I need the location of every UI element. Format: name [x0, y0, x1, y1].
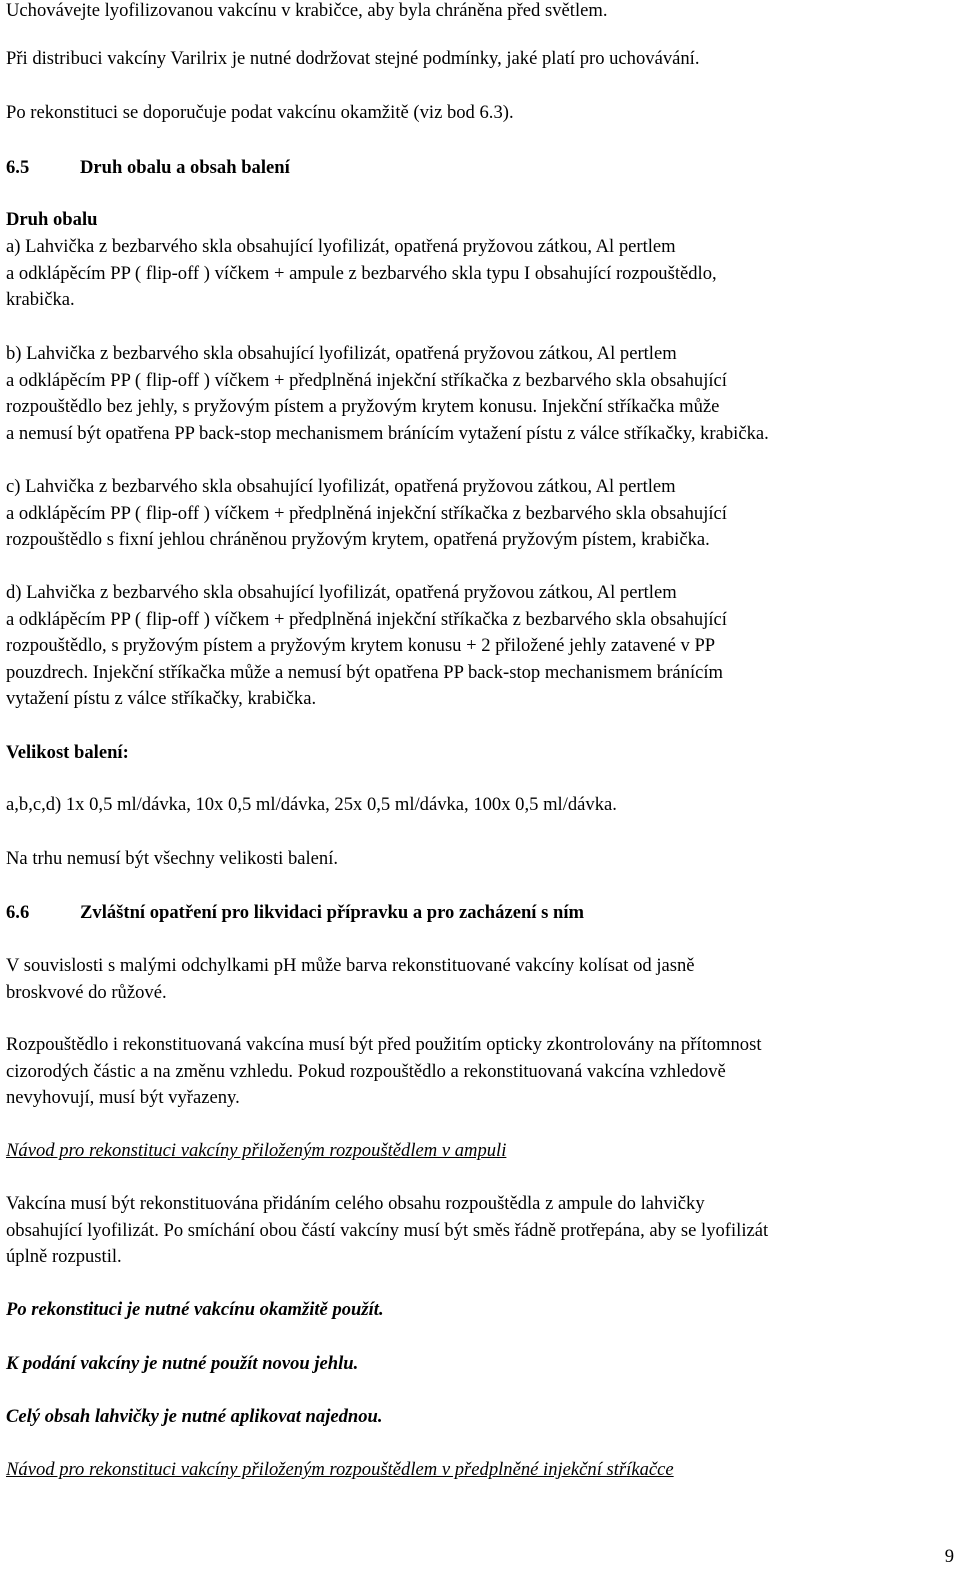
section-number: 6.5 [6, 157, 30, 178]
pack-sizes [6, 792, 617, 819]
ampoule-instructions-heading [6, 1138, 506, 1165]
section-title: Zvláštní opatření pro likvidaci přípravku a pro zacházení s ním [80, 902, 584, 923]
text-line: d) Lahvička z bezbarvého skla obsahující lyofilizát, opatřená pryžovou zátkou, Al pertlem [6, 582, 677, 603]
use-immediately-note [6, 1297, 384, 1324]
text-line: vytažení pístu z válce stříkačky, krabička. [6, 688, 317, 709]
text-line: cizorodých částic a na změnu vzhledu. Pokud rozpouštědlo a rekonstituovaná vakcína vzhledově [6, 1060, 726, 1082]
text-line: a odklápěcím PP ( flip-off ) víčkem + ampule z bezbarvého skla typu I obsahující rozpouštědlo, [6, 262, 717, 284]
text-line: a) Lahvička z bezbarvého skla obsahující lyofilizát, opatřená pryžovou zátkou, Al pertlem [6, 236, 676, 257]
text-line: rozpouštědlo s fixní jehlou chráněnou pryžovým krytem, opatřená pryžovým pístem, krabička. [6, 529, 710, 550]
syringe-heading-text: Návod pro rekonstituci vakcíny přiloženým rozpouštědlem v předplněné injekční stříkačce [6, 1459, 674, 1480]
section-number: 6.6 [6, 902, 30, 923]
text-line: Po rekonstituci se doporučuje podat vakcínu okamžitě (viz bod 6.3). [6, 102, 514, 123]
ph-note [6, 953, 695, 1006]
full-dose-note [6, 1404, 383, 1431]
inspection-note [6, 1032, 762, 1112]
distribution-note [6, 46, 700, 73]
note-text: Po rekonstituci je nutné vakcínu okamžitě použít. [6, 1299, 384, 1320]
text-line: rozpouštědlo, s pryžovým pístem a pryžovým krytem konusu + 2 přiložené jehly zatavené v PP [6, 635, 716, 656]
text-line: Vakcína musí být rekonstituována přidáním celého obsahu rozpouštědla z ampule do lahvičky [6, 1193, 705, 1214]
text-line: c) Lahvička z bezbarvého skla obsahující lyofilizát, opatřená pryžovou zátkou, Al pertlem [6, 476, 676, 497]
section-title: Druh obalu a obsah balení [80, 157, 290, 178]
note-text: K podání vakcíny je nutné použít novou jehlu. [6, 1353, 359, 1374]
storage-note [6, 0, 607, 25]
market-note [6, 846, 338, 873]
container-option-d [6, 580, 727, 713]
pack-size-heading [6, 740, 129, 767]
text-line: broskvové do růžové. [6, 981, 167, 1003]
text-line: nevyhovují, musí být vyřazeny. [6, 1087, 240, 1108]
text-line: a nemusí být opatřena PP back-stop mechanismem bránícím vytažení pístu z válce stříkačky, krabička. [6, 422, 769, 444]
text-line: a odklápěcím PP ( flip-off ) víčkem + předplněná injekční stříkačka z bezbarvého skla obsahující [6, 369, 727, 391]
section-heading-6-5 [6, 155, 290, 182]
text-line: a,b,c,d) 1x 0,5 ml/dávka, 10x 0,5 ml/dávka, 25x 0,5 ml/dávka, 100x 0,5 ml/dávka. [6, 794, 617, 815]
text-line: a odklápěcím PP ( flip-off ) víčkem + předplněná injekční stříkačka z bezbarvého skla obsahující [6, 608, 727, 630]
text-line: úplně rozpustil. [6, 1246, 122, 1267]
container-option-c [6, 474, 727, 554]
text-line: Na trhu nemusí být všechny velikosti balení. [6, 848, 339, 869]
text-line: krabička. [6, 289, 75, 310]
container-option-b [6, 341, 769, 447]
ampoule-instructions [6, 1191, 768, 1271]
text-line: b) Lahvička z bezbarvého skla obsahující lyofilizát, opatřená pryžovou zátkou, Al pertlem [6, 343, 677, 364]
note-text: Celý obsah lahvičky je nutné aplikovat najednou. [6, 1406, 383, 1427]
subheading-text: Druh obalu [6, 209, 98, 230]
ampoule-heading-text: Návod pro rekonstituci vakcíny přiloženým rozpouštědlem v ampuli [6, 1140, 507, 1161]
text-line: a odklápěcím PP ( flip-off ) víčkem + předplněná injekční stříkačka z bezbarvého skla obsahující [6, 502, 727, 524]
syringe-instructions-heading [6, 1457, 674, 1484]
text-line: Uchovávejte lyofilizovanou vakcínu v krabičce, aby byla chráněna před světlem. [6, 0, 608, 21]
text-line: rozpouštědlo bez jehly, s pryžovým pístem a pryžovým krytem konusu. Injekční stříkačka může [6, 396, 720, 417]
text-line: V souvislosti s malými odchylkami pH může barva rekonstituované vakcíny kolísat od jasně [6, 955, 695, 976]
text-line: pouzdrech. Injekční stříkačka může a nemusí být opatřena PP back-stop mechanismem bránícím [6, 661, 724, 683]
container-subheading [6, 207, 97, 234]
new-needle-note [6, 1351, 358, 1378]
reconstitution-note [6, 100, 514, 127]
text-line: Rozpouštědlo i rekonstituovaná vakcína musí být před použitím opticky zkontrolovány na přítomnost [6, 1034, 762, 1055]
pack-size-heading-text: Velikost balení: [6, 742, 129, 763]
page-number: 9 [944, 1546, 954, 1567]
section-heading-6-6 [6, 900, 584, 927]
text-line: Při distribuci vakcíny Varilrix je nutné dodržovat stejné podmínky, jaké platí pro uchovávání. [6, 48, 700, 69]
container-option-a [6, 234, 717, 314]
text-line: obsahující lyofilizát. Po smíchání obou částí vakcíny musí být směs řádně protřepána, aby se lyofilizát [6, 1219, 769, 1241]
